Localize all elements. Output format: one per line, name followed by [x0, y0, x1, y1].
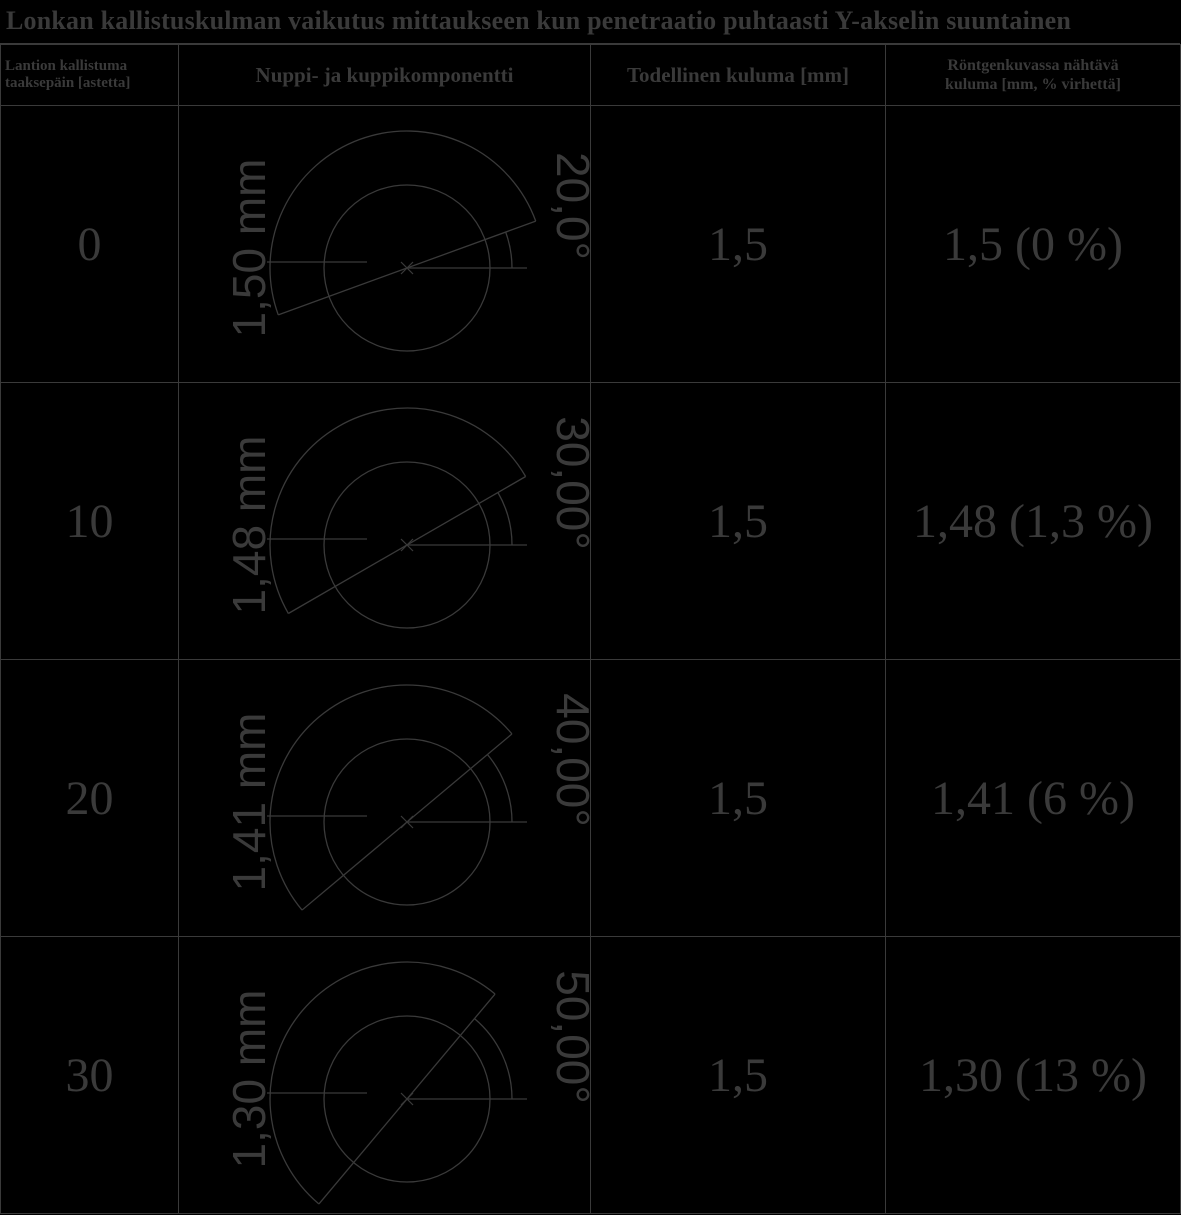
- component-diagram: [179, 937, 599, 1213]
- actual-wear-cell: 1,5: [591, 383, 886, 660]
- angle-arc: [506, 232, 512, 268]
- angle-arc: [498, 493, 512, 546]
- dimension-label: 1,50 mm: [223, 158, 275, 338]
- angle-label: 40,00°: [547, 693, 599, 827]
- table-row: [1, 383, 1181, 660]
- dimension-label: 1,41 mm: [223, 712, 275, 892]
- angle-label: 20,0°: [547, 152, 599, 260]
- results-table: [0, 44, 1181, 1214]
- cup-arc: [270, 962, 495, 1204]
- header-row: [1, 45, 1181, 106]
- xray-wear-cell: 1,30 (13 %): [886, 937, 1181, 1214]
- title-bar: [0, 0, 1180, 44]
- angle-arc: [487, 755, 512, 822]
- tilt-cell: 20: [1, 660, 179, 937]
- component-figure-cell: [179, 660, 599, 937]
- table-row: [1, 106, 1181, 383]
- cup-arc: [270, 131, 536, 315]
- tilt-cell: 30: [1, 937, 179, 1214]
- angle-label: 30,00°: [547, 416, 599, 550]
- xray-wear-cell: 1,5 (0 %): [886, 106, 1181, 383]
- header-tilt-line1: Lantion kallistuma: [5, 58, 128, 74]
- tilt-cell: 0: [1, 106, 179, 383]
- header-tilt-line2: taaksepäin [astetta]: [5, 75, 131, 91]
- actual-wear-cell: 1,5: [591, 660, 886, 937]
- table-row: [1, 660, 1181, 937]
- header-component: Nuppi- ja kuppikomponentti: [179, 45, 591, 106]
- cup-arc: [270, 408, 526, 613]
- header-xray-line1: Röntgenkuvassa nähtävä: [947, 57, 1119, 74]
- header-xray-line2: kuluma [mm, % virhettä]: [945, 76, 1121, 93]
- component-diagram: [179, 106, 599, 382]
- table-row: [1, 937, 1181, 1214]
- component-figure-cell: [179, 383, 599, 660]
- component-diagram: [179, 383, 599, 659]
- header-xray-wear: [886, 45, 1181, 106]
- header-actual-wear: Todellinen kuluma [mm]: [591, 45, 886, 106]
- angle-label: 50,00°: [547, 970, 599, 1104]
- tilt-cell: 10: [1, 383, 179, 660]
- table-title: Lonkan kallistuskulman vaikutus mittaukseen kun penetraatio puhtaasti Y-akselin suuntainen: [6, 6, 1072, 35]
- component-figure-cell: [179, 937, 599, 1214]
- cup-arc: [270, 685, 512, 910]
- dimension-label: 1,48 mm: [223, 435, 275, 615]
- component-figure-cell: [179, 106, 599, 383]
- actual-wear-cell: 1,5: [591, 937, 886, 1214]
- xray-wear-cell: 1,41 (6 %): [886, 660, 1181, 937]
- header-tilt: [1, 45, 179, 106]
- xray-wear-cell: 1,48 (1,3 %): [886, 383, 1181, 660]
- component-diagram: [179, 660, 599, 936]
- actual-wear-cell: 1,5: [591, 106, 886, 383]
- dimension-label: 1,30 mm: [223, 989, 275, 1169]
